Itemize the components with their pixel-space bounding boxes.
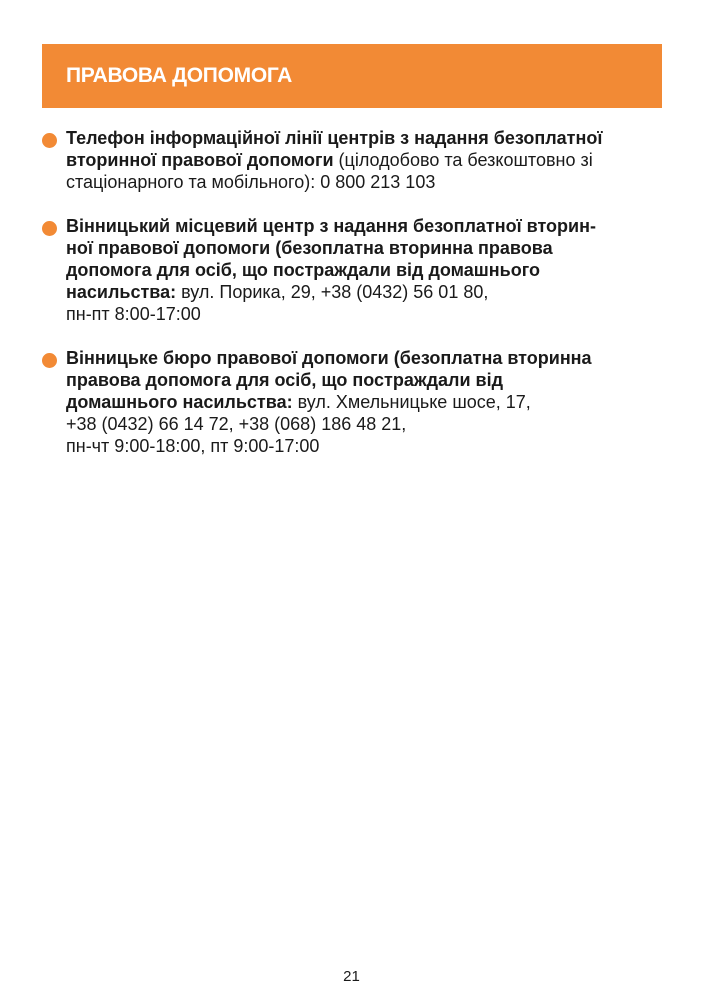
entry-line: допомога для осіб, що постраждали від домашнього (66, 260, 540, 280)
entry-line: стаціонарного та мобільного): 0 800 213 103 (66, 172, 436, 192)
section-header (42, 44, 662, 108)
bullet-dot-icon (42, 133, 57, 148)
entry-line: вторинної правової допомоги (цілодобово та безкоштовно зі (66, 150, 593, 170)
list-item (42, 127, 662, 193)
entry-line: Телефон інформаційної лінії центрів з надання безоплатної (66, 128, 603, 148)
bullet-dot-icon (42, 353, 57, 368)
entry-line: пн-чт 9:00-18:00, пт 9:00-17:00 (66, 436, 320, 456)
page-number: 21 (343, 968, 360, 985)
entry-line: ної правової допомоги (безоплатна вторинна правова (66, 238, 553, 258)
entry-line: правова допомога для осіб, що постраждали від (66, 370, 504, 390)
entry-line: пн-пт 8:00-17:00 (66, 304, 201, 324)
entry-line: домашнього насильства: вул. Хмельницьке шосе, 17, (66, 392, 531, 412)
entry-line: +38 (0432) 66 14 72, +38 (068) 186 48 21, (66, 414, 407, 434)
list-item (42, 215, 662, 325)
entry-line: Вінницьке бюро правової допомоги (безоплатна вторинна (66, 348, 592, 368)
entry-line: насильства: вул. Порика, 29, +38 (0432) 56 01 80, (66, 282, 489, 302)
entry-line: Вінницький місцевий центр з надання безоплатної вторин- (66, 216, 596, 236)
section-title: ПРАВОВА ДОПОМОГА (66, 64, 293, 87)
list-item (42, 347, 662, 457)
bullet-dot-icon (42, 221, 57, 236)
legal-aid-list (42, 127, 662, 479)
